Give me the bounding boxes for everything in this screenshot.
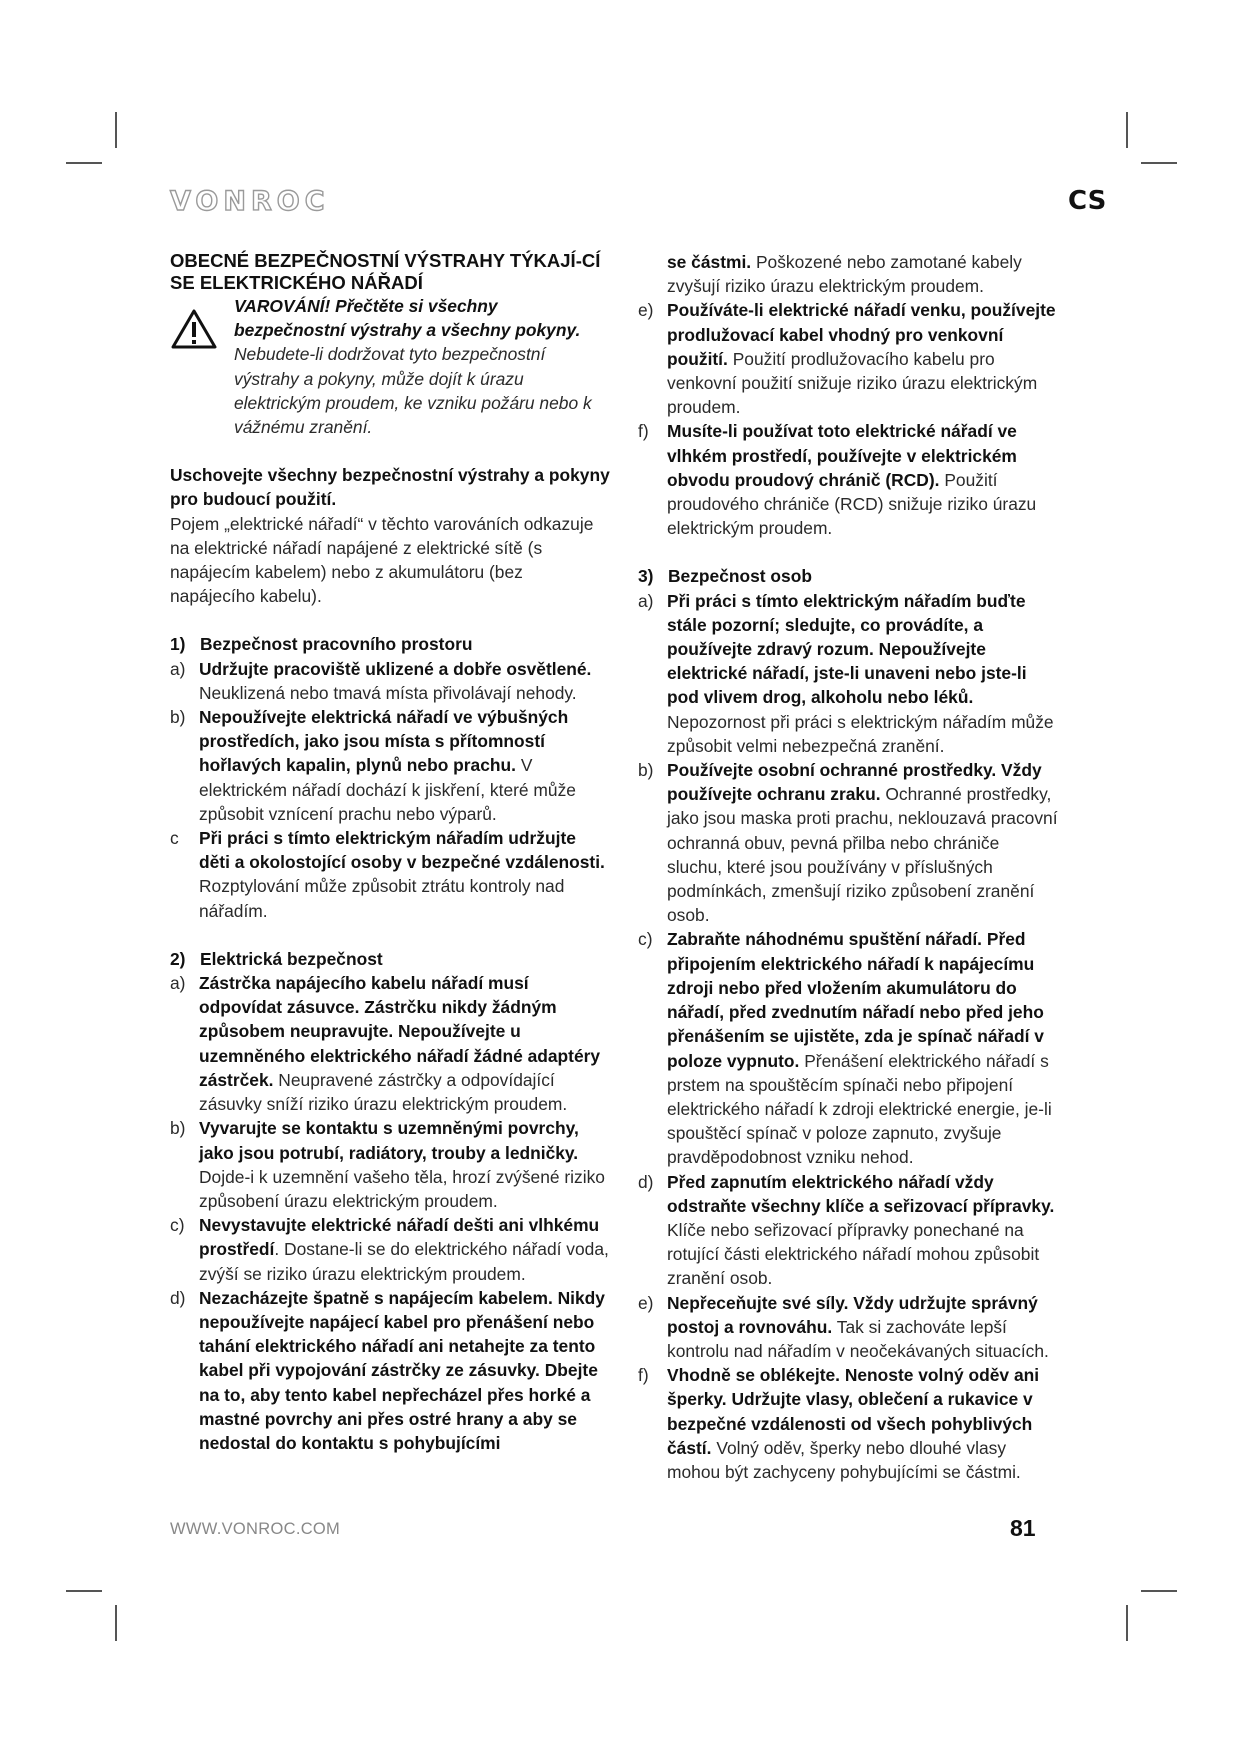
warning-text: Nebudete-li dodržovat tyto bezpečnostní výstrahy a pokyny, může dojít k úrazu elektrickým proudem, ke vzniku požáru nebo k vážnému zranění.	[234, 344, 592, 438]
crop-mark	[1126, 1605, 1128, 1641]
list-item: e) Používáte-li elektrické nářadí venku, používejte prodlužovací kabel vhodný pro venkovní použití. Použití prodlužovacího kabelu pro venkovní použití snižuje riziko úrazu elektrickým proudem.	[638, 300, 1056, 418]
list-item: f) Vhodně se oblékejte. Nenoste volný oděv ani šperky. Udržujte vlasy, oblečení a rukavice v bezpečné vzdálenosti od všech pohyblivých částí. Volný oděv, šperky nebo dlouhé vlasy mohou být zachyceny pohybujícími se částmi.	[638, 1365, 1040, 1482]
section-heading: 3) Bezpečnost osob	[638, 566, 812, 587]
brand-logo: VONROC	[170, 186, 330, 217]
definition-text: Pojem „elektrické nářadí“ v těchto varováních odkazuje na elektrické nářadí napájené z elektrické sítě (s napájecím kabelem) nebo z akumulátoru (bez napájecího kabelu).	[170, 513, 594, 607]
list-item: b) Vyvarujte se kontaktu s uzemněnými povrchy, jako jsou potrubí, radiátory, trouby a ledničky. Dojde-i k uzemnění vašeho těla, hrozí zvýšené riziko způsobení úrazu elektrickým proudem.	[170, 1118, 605, 1211]
keep-instructions: Uschovejte všechny bezpečnostní výstrahy a pokyny pro budoucí použití.	[170, 465, 610, 510]
list-item: a) Při práci s tímto elektrickým nářadím buďte stále pozorní; sledujte, co provádíte, a používejte zdravý rozum. Nepoužívejte elektrické nářadí, jste-li unaveni nebo jste-li pod vlivem drog, alkoholu nebo léků. Nepozornost při práci s elektrickým nářadím může způsobit velmi nebezpečná zranění.	[638, 590, 1054, 756]
crop-mark	[1141, 162, 1177, 164]
section-heading: 1) Bezpečnost pracovního prostoru	[170, 634, 473, 655]
right-column	[638, 250, 1058, 1484]
warning-block	[170, 294, 610, 439]
list-item: b) Používejte osobní ochranné prostředky. Vždy používejte ochranu zraku. Ochranné prostředky, jako jsou maska proti prachu, neklouzavá pracovní ochranná obuv, pevná přilba nebo chrániče sluchu, které jsou používány v příslušných podmínkách, zmenšují riziko způsobení zranění osob.	[638, 760, 1058, 926]
warning-bold: VAROVÁNÍ! Přečtěte si všechny bezpečnostní výstrahy a všechny pokyny.	[234, 296, 581, 341]
crop-mark	[1126, 112, 1128, 148]
list-item: b) Nepoužívejte elektrická nářadí ve výbušných prostředích, jako jsou místa s přítomností hořlavých kapalin, plynů nebo prachu. V elektrickém nářadí dochází k jiskření, které může způsobit vznícení prachu nebo výparů.	[170, 707, 576, 824]
language-code: CS	[1068, 186, 1107, 216]
list-item: a) Udržujte pracoviště uklizené a dobře osvětlené. Neuklizená nebo tmavá místa přivolávají nehody.	[170, 658, 592, 703]
warning-triangle-icon	[170, 308, 218, 350]
list-item: e) Nepřeceňujte své síly. Vždy udržujte správný postoj a rovnováhu. Tak si zachováte lepší kontrolu nad nářadím v neočekávaných situacích.	[638, 1292, 1049, 1361]
list-item: d) Před zapnutím elektrického nářadí vždy odstraňte všechny klíče a seřizovací přípravky. Klíče nebo seřizovací přípravky ponechané na rotující části elektrického nářadí mohou způsobit zranění osob.	[638, 1171, 1055, 1289]
crop-mark	[1141, 1590, 1177, 1592]
list-item-continuation: se částmi. Poškozené nebo zamotané kabely zvyšují riziko úrazu elektrickým proudem.	[667, 252, 1022, 297]
list-item: c Při práci s tímto elektrickým nářadím udržujte děti a okolostojící osoby v bezpečné vzdálenosti. Rozptylování může způsobit ztrátu kontroly nad nářadím.	[170, 828, 605, 921]
crop-mark	[66, 1590, 102, 1592]
footer-url: WWW.VONROC.COM	[170, 1520, 341, 1538]
crop-mark	[115, 112, 117, 148]
page-number: 81	[1010, 1515, 1036, 1541]
left-column	[170, 250, 610, 1455]
list-item: f) Musíte-li používat toto elektrické nářadí ve vlhkém prostředí, používejte v elektrickém obvodu proudový chránič (RCD). Použití proudového chrániče (RCD) snižuje riziko úrazu elektrickým proudem.	[638, 421, 1037, 539]
crop-mark	[115, 1605, 117, 1641]
crop-mark	[66, 162, 102, 164]
list-item: a) Zástrčka napájecího kabelu nářadí musí odpovídat zásuvce. Zástrčku nikdy žádným způsobem neupravujte. Nepoužívejte u uzemněného elektrického nářadí žádné adaptéry zástrček. Neupravené zástrčky a odpovídající zásuvky sníží riziko úrazu elektrickým proudem.	[170, 973, 601, 1115]
section-heading: 2) Elektrická bezpečnost	[170, 948, 383, 969]
list-item: c) Zabraňte náhodnému spuštění nářadí. Před připojením elektrického nářadí k napájecímu zdroji nebo před vložením akumulátoru do nářadí, před zvednutím nářadí nebo před jeho přenášením se ujistěte, zda je spínač nářadí v poloze vypnuto. Přenášení elektrického nářadí s prstem na spouštěcím spínači nebo připojení elektrického nářadí k zdroji elektrické energie, je-li spouštěcí spínač v poloze zapnuto, zvyšuje pravděpodobnost vzniku nehod.	[638, 929, 1052, 1168]
list-item: c) Nevystavujte elektrické nářadí dešti ani vlhkému prostředí. Dostane-li se do elektrického nářadí voda, zvýší se riziko úrazu elektrickým proudem.	[170, 1215, 609, 1284]
list-item: d) Nezacházejte špatně s napájecím kabelem. Nikdy nepoužívejte napájecí kabel pro přenášení nebo tahání elektrického nářadí ani netahejte za tento kabel při vypojování zástrčky ze zásuvky. Dbejte na to, aby tento kabel nepřecházel přes horké a mastné povrchy ani přes ostré hrany a aby se nedostal do kontaktu s pohybujícími	[170, 1287, 605, 1453]
section-title: OBECNÉ BEZPEČNOSTNÍ VÝSTRAHY TÝKAJÍ-CÍ SE ELEKTRICKÉHO NÁŘADÍ	[170, 250, 601, 293]
